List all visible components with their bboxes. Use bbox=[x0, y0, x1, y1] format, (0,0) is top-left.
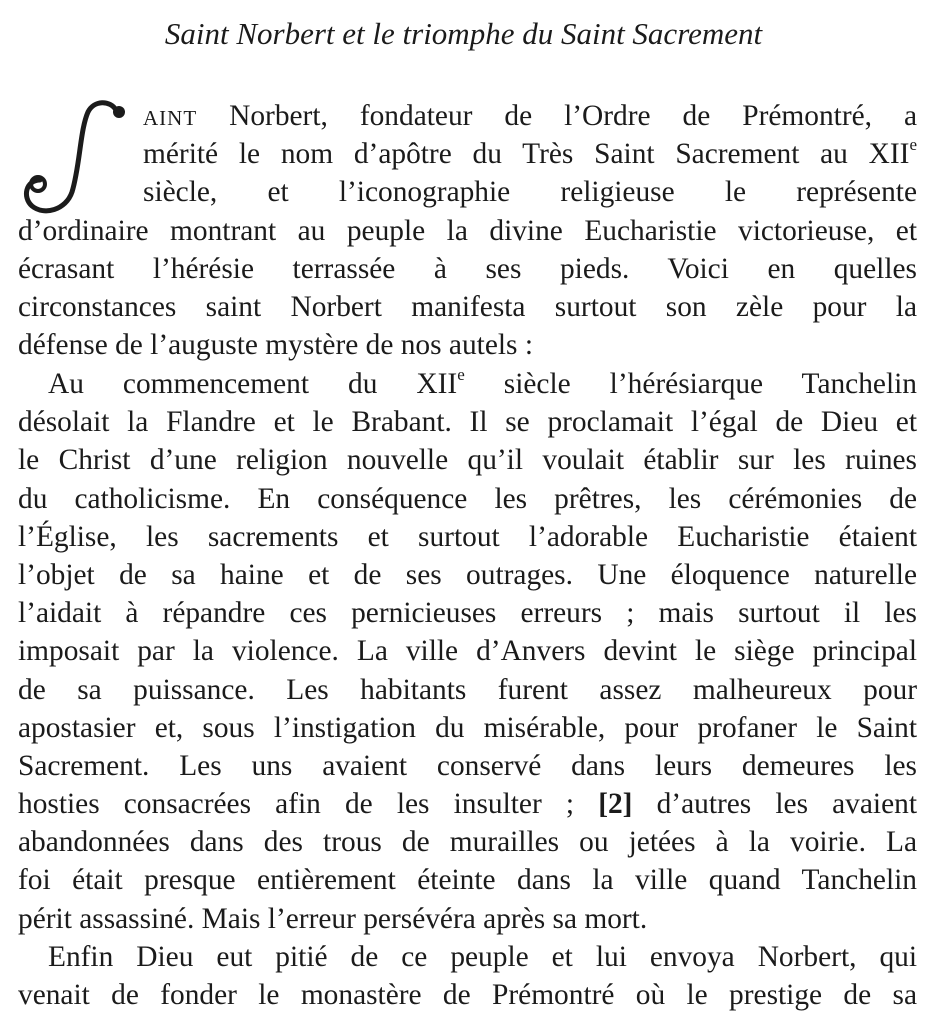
text-line: désolait la Flandre et le Brabant. Il se proclamait l’égal de Dieu et bbox=[18, 406, 917, 439]
paragraph-1 bbox=[18, 97, 917, 364]
paragraph-3 bbox=[18, 938, 917, 1014]
text-line: siècle, et l’iconographie religieuse le représente bbox=[143, 176, 917, 209]
text-line: venait de fonder le monastère de Prémontré où le prestige de sa bbox=[18, 979, 917, 1012]
text-line: Sacrement. Les uns avaient conservé dans leurs demeures les bbox=[18, 749, 917, 782]
page-title: Saint Norbert et le triomphe du Saint Sacrement bbox=[164, 16, 763, 51]
text-line: circonstances saint Norbert manifesta surtout son zèle pour la bbox=[18, 290, 917, 323]
text-line: imposait par la violence. La ville d’Anvers devint le siège principal bbox=[18, 635, 917, 668]
text-line: hosties consacrées afin de les insulter ; [2] d’autres les avaient bbox=[18, 788, 917, 821]
text-line: de sa puissance. Les habitants furent assez malheureux pour bbox=[18, 673, 917, 706]
text-line: mérité le nom d’apôtre du Très Saint Sacrement au XIIe bbox=[143, 135, 917, 171]
text-line: l’objet de sa haine et de ses outrages. Une éloquence naturelle bbox=[18, 558, 917, 591]
text-line: périt assassiné. Mais l’erreur persévéra après sa mort. bbox=[18, 902, 648, 935]
text-line: l’aidait à répandre ces pernicieuses erreurs ; mais surtout il les bbox=[18, 597, 917, 630]
text-line: foi était presque entièrement éteinte dans la ville quand Tanchelin bbox=[18, 864, 917, 897]
text-line: du catholicisme. En conséquence les prêtres, les cérémonies de bbox=[18, 482, 917, 515]
text-line: l’Église, les sacrements et surtout l’adorable Eucharistie étaient bbox=[18, 520, 917, 553]
text-line: abandonnées dans des trous de murailles ou jetées à la voirie. La bbox=[18, 826, 917, 859]
text-line: Au commencement du XIIe siècle l’hérésiarque Tanchelin bbox=[48, 365, 917, 400]
paragraph-2 bbox=[18, 365, 917, 938]
svg-text:S: S bbox=[14, 96, 15, 97]
text-line: défense de l’auguste mystère de nos autels : bbox=[18, 329, 533, 362]
text-line: écrasant l’hérésie terrassée à ses pieds. Voici en quelles bbox=[18, 252, 917, 285]
text-line: d’ordinaire montrant au peuple la divine Eucharistie victorieuse, et bbox=[18, 214, 917, 247]
text-line: le Christ d’une religion nouvelle qu’il voulait établir sur les ruines bbox=[18, 444, 917, 477]
text-line: AINT Norbert, fondateur de l’Ordre de Prémontré, a bbox=[143, 100, 917, 132]
page-reference: [2] bbox=[598, 788, 633, 821]
text-line: Enfin Dieu eut pitié de ce peuple et lui envoya Norbert, qui bbox=[48, 941, 917, 973]
text-line: apostasier et, sous l’instigation du misérable, pour profaner le Saint bbox=[18, 711, 917, 744]
